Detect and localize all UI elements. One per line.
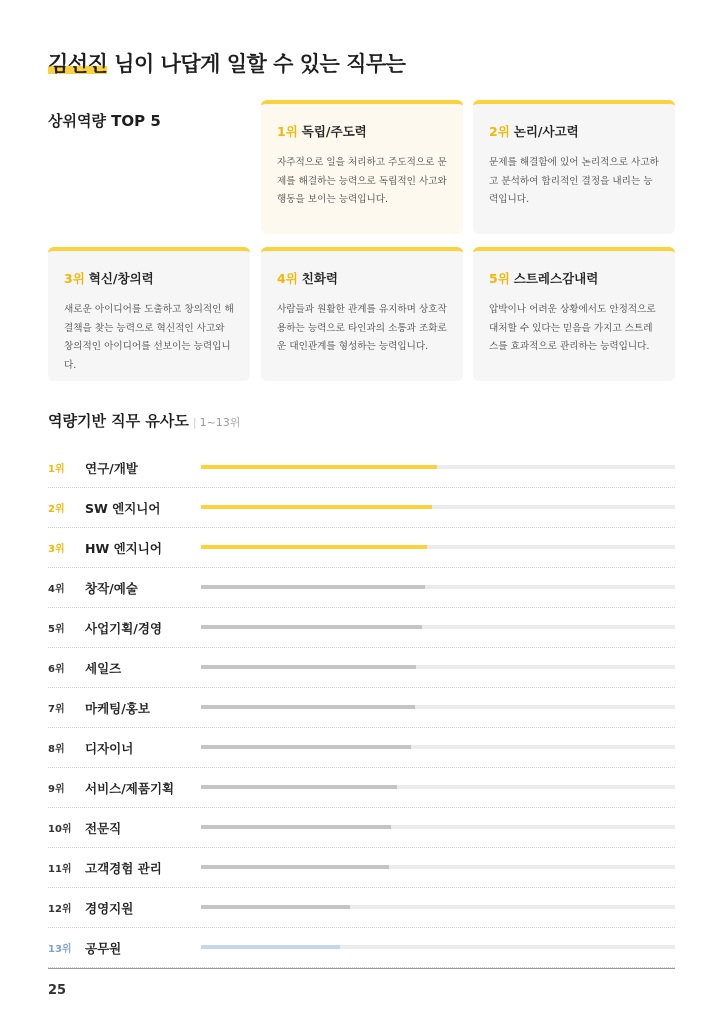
similarity-range — [193, 416, 241, 429]
similarity-track — [201, 505, 675, 509]
job-row — [48, 528, 675, 568]
competency-card-2 — [473, 100, 675, 234]
card-rank: 5위 — [489, 271, 510, 286]
job-name: 고객경험 관리 — [85, 861, 162, 876]
card-name: 논리/사고력 — [513, 124, 579, 139]
page-title-text: 님이 나답게 일할 수 있는 직무는 — [107, 52, 406, 76]
job-rank: 2위 — [48, 504, 65, 515]
similarity-title-text: 역량기반 직무 유사도 — [48, 412, 189, 430]
job-row — [48, 448, 675, 488]
similarity-bar — [201, 665, 416, 669]
job-row — [48, 488, 675, 528]
card-heading — [489, 122, 659, 140]
page-title — [48, 48, 405, 78]
card-name: 혁신/창의력 — [88, 271, 154, 286]
card-description: 새로운 아이디어를 도출하고 창의적인 해결책을 찾는 능력으로 혁신적인 사고와 창의적인 아이디어를 선보이는 능력입니다. — [64, 304, 234, 371]
similarity-track — [201, 545, 675, 549]
job-row — [48, 688, 675, 728]
competency-card-5 — [473, 247, 675, 381]
card-name: 독립/주도력 — [301, 124, 367, 139]
job-row — [48, 808, 675, 848]
similarity-bar — [201, 785, 397, 789]
job-rank: 8위 — [48, 744, 65, 755]
similarity-track — [201, 905, 675, 909]
job-rank: 5위 — [48, 624, 65, 635]
similarity-track — [201, 745, 675, 749]
separator: | — [192, 416, 197, 429]
job-rank: 7위 — [48, 704, 65, 715]
similarity-track — [201, 945, 675, 949]
similarity-bar — [201, 545, 427, 549]
job-rank: 3위 — [48, 544, 65, 555]
similarity-track — [201, 625, 675, 629]
similarity-bar — [201, 865, 389, 869]
card-description: 압박이나 어려운 상황에서도 안정적으로 대처할 수 있다는 믿음을 가지고 스트레스를 효과적으로 관리하는 능력입니다. — [489, 304, 656, 352]
card-name: 스트레스감내력 — [513, 271, 599, 286]
job-name: 연구/개발 — [85, 461, 138, 476]
job-rank: 10위 — [48, 824, 72, 835]
card-rank: 4위 — [277, 271, 298, 286]
similarity-bar — [201, 465, 437, 469]
job-name: 창작/예술 — [85, 581, 138, 596]
job-row — [48, 608, 675, 648]
similarity-bar — [201, 745, 411, 749]
job-rank: 9위 — [48, 784, 65, 795]
job-row — [48, 768, 675, 808]
job-row — [48, 648, 675, 688]
similarity-bar — [201, 625, 422, 629]
card-rank: 2위 — [489, 124, 510, 139]
card-description: 자주적으로 일을 처리하고 주도적으로 문제를 해결하는 능력으로 독립적인 사고와 행동을 보이는 능력입니다. — [277, 157, 447, 205]
similarity-bar — [201, 825, 391, 829]
card-description: 문제를 해결함에 있어 논리적으로 사고하고 분석하여 합리적인 결정을 내리는 능력입니다. — [489, 157, 659, 205]
job-name: 사업기획/경영 — [85, 621, 163, 636]
card-heading — [277, 122, 447, 140]
job-name: 전문직 — [85, 821, 122, 836]
competency-card-1 — [261, 100, 463, 234]
similarity-track — [201, 785, 675, 789]
job-rank: 12위 — [48, 904, 72, 915]
job-rank: 4위 — [48, 584, 65, 595]
similarity-bar — [201, 505, 432, 509]
card-heading — [64, 269, 234, 287]
bottom-divider — [48, 968, 675, 969]
job-similarity-list — [48, 448, 675, 968]
job-name: SW 엔지니어 — [85, 501, 161, 516]
similarity-track — [201, 825, 675, 829]
similarity-bar — [201, 945, 340, 949]
job-row — [48, 728, 675, 768]
similarity-bar — [201, 905, 350, 909]
job-row — [48, 928, 675, 968]
job-rank: 13위 — [48, 944, 72, 955]
job-rank: 1위 — [48, 464, 65, 475]
similarity-track — [201, 705, 675, 709]
card-description: 사람들과 원활한 관계를 유지하며 상호작용하는 능력으로 타인과의 소통과 조화로운 대인관계를 형성하는 능력입니다. — [277, 304, 447, 352]
competency-card-3 — [48, 247, 250, 381]
job-row — [48, 888, 675, 928]
similarity-range-text: 1~13위 — [199, 416, 241, 429]
similarity-title — [48, 410, 240, 431]
job-rank: 6위 — [48, 664, 65, 675]
page-number: 25 — [48, 983, 67, 998]
job-name: 경영지원 — [85, 901, 134, 916]
top5-label: 상위역량 TOP 5 — [48, 112, 161, 130]
card-rank: 1위 — [277, 124, 298, 139]
similarity-bar — [201, 705, 415, 709]
similarity-track — [201, 665, 675, 669]
job-row — [48, 568, 675, 608]
person-name: 김선진 — [48, 52, 108, 76]
job-name: 세일즈 — [85, 661, 122, 676]
job-rank: 11위 — [48, 864, 72, 875]
job-name: 디자이너 — [85, 741, 134, 756]
job-name: 마케팅/홍보 — [85, 701, 150, 716]
job-name: HW 엔지니어 — [85, 541, 162, 556]
job-row — [48, 848, 675, 888]
similarity-track — [201, 585, 675, 589]
card-heading — [489, 269, 659, 287]
job-name: 서비스/제품기획 — [85, 781, 175, 796]
similarity-track — [201, 865, 675, 869]
competency-card-4 — [261, 247, 463, 381]
card-name: 친화력 — [301, 271, 339, 286]
card-rank: 3위 — [64, 271, 85, 286]
card-heading — [277, 269, 447, 287]
job-name: 공무원 — [85, 941, 122, 956]
similarity-track — [201, 465, 675, 469]
similarity-bar — [201, 585, 425, 589]
